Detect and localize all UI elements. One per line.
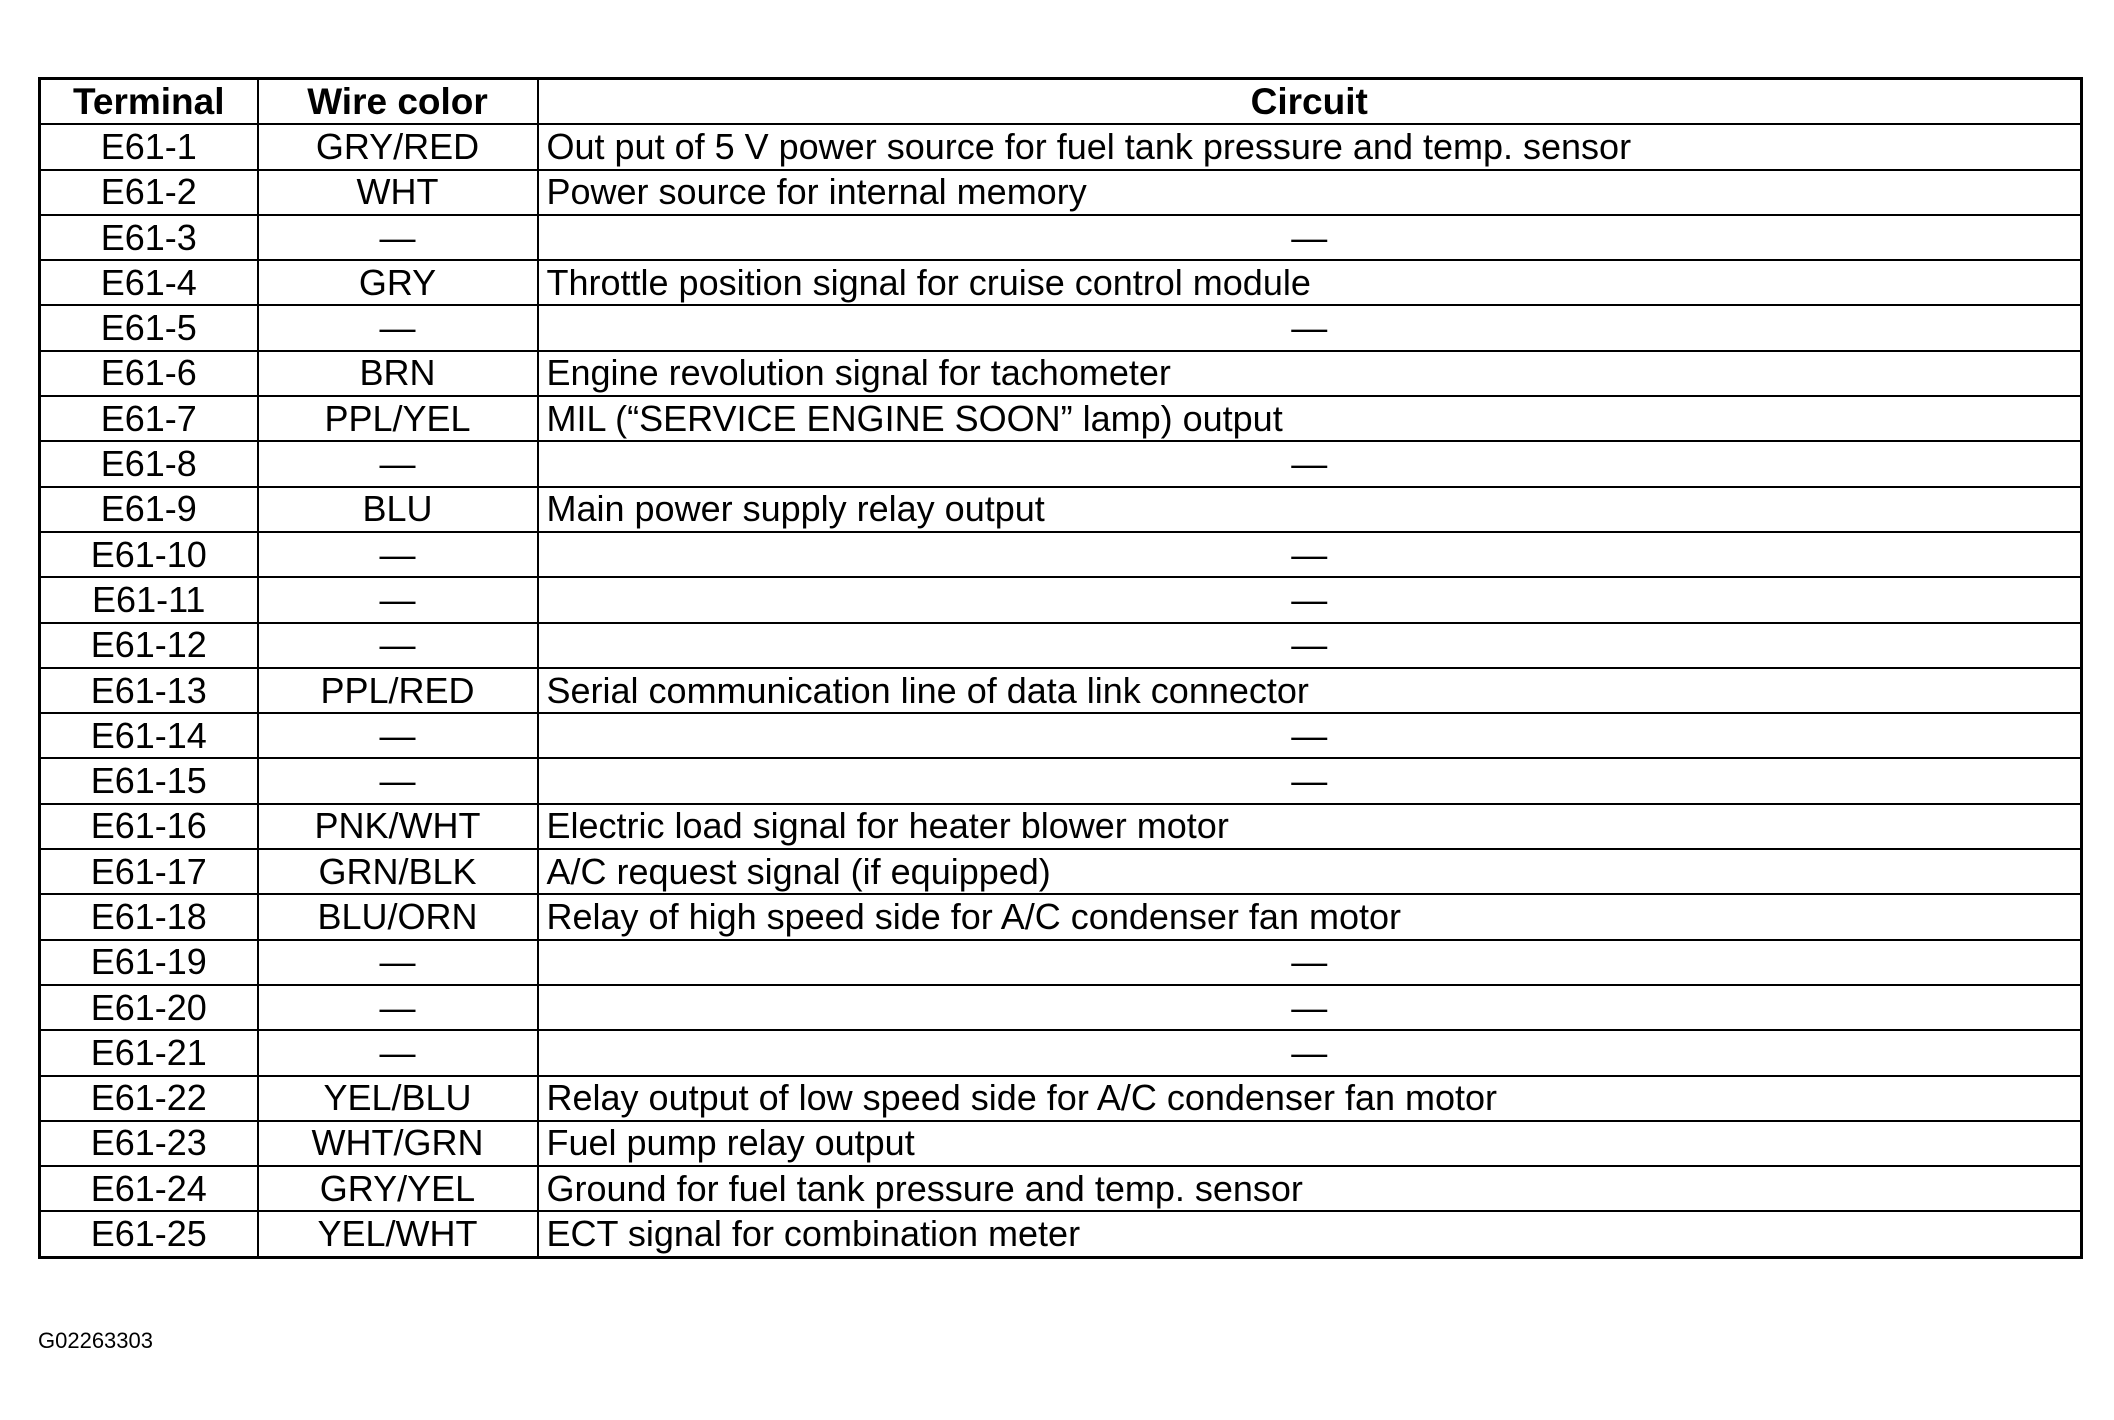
terminal-cell: E61-13	[40, 668, 258, 713]
terminal-cell: E61-3	[40, 215, 258, 260]
circuit-cell: Relay output of low speed side for A/C condenser fan motor	[538, 1076, 2082, 1121]
table-row	[40, 940, 2082, 985]
wire-color-cell: GRN/BLK	[258, 849, 538, 894]
wire-color-cell: YEL/BLU	[258, 1076, 538, 1121]
table-row	[40, 1076, 2082, 1121]
terminal-cell: E61-18	[40, 894, 258, 939]
table-row	[40, 804, 2082, 849]
terminal-cell: E61-12	[40, 623, 258, 668]
circuit-cell: —	[538, 532, 2082, 577]
terminal-cell: E61-20	[40, 985, 258, 1030]
wire-color-cell: —	[258, 623, 538, 668]
wire-color-cell: GRY	[258, 260, 538, 305]
table-row	[40, 532, 2082, 577]
circuit-cell: Fuel pump relay output	[538, 1121, 2082, 1166]
table-row	[40, 758, 2082, 803]
terminal-cell: E61-5	[40, 305, 258, 350]
wire-color-cell: —	[258, 577, 538, 622]
circuit-cell: Relay of high speed side for A/C condenser fan motor	[538, 894, 2082, 939]
terminal-cell: E61-17	[40, 849, 258, 894]
terminal-cell: E61-15	[40, 758, 258, 803]
wire-color-cell: BRN	[258, 351, 538, 396]
terminal-cell: E61-24	[40, 1166, 258, 1211]
wire-color-cell: —	[258, 215, 538, 260]
header-circuit: Circuit	[538, 79, 2082, 125]
wire-color-cell: —	[258, 305, 538, 350]
circuit-cell: —	[538, 758, 2082, 803]
terminal-cell: E61-8	[40, 441, 258, 486]
terminal-table	[38, 77, 2083, 1259]
table-row	[40, 1166, 2082, 1211]
table-row	[40, 396, 2082, 441]
table-row	[40, 215, 2082, 260]
circuit-cell: —	[538, 1030, 2082, 1075]
terminal-cell: E61-14	[40, 713, 258, 758]
circuit-cell: A/C request signal (if equipped)	[538, 849, 2082, 894]
wire-color-cell: —	[258, 441, 538, 486]
table-row	[40, 1211, 2082, 1257]
terminal-cell: E61-16	[40, 804, 258, 849]
wire-color-cell: PNK/WHT	[258, 804, 538, 849]
table-row	[40, 623, 2082, 668]
wire-color-cell: GRY/RED	[258, 124, 538, 169]
table-row	[40, 351, 2082, 396]
table-row	[40, 713, 2082, 758]
terminal-cell: E61-22	[40, 1076, 258, 1121]
terminal-cell: E61-1	[40, 124, 258, 169]
terminal-cell: E61-23	[40, 1121, 258, 1166]
terminal-cell: E61-19	[40, 940, 258, 985]
circuit-cell: Engine revolution signal for tachometer	[538, 351, 2082, 396]
circuit-cell: —	[538, 441, 2082, 486]
wire-color-cell: —	[258, 758, 538, 803]
wire-color-cell: WHT	[258, 170, 538, 215]
terminal-cell: E61-11	[40, 577, 258, 622]
terminal-cell: E61-9	[40, 487, 258, 532]
wire-color-cell: BLU	[258, 487, 538, 532]
wire-color-cell: PPL/RED	[258, 668, 538, 713]
circuit-cell: Main power supply relay output	[538, 487, 2082, 532]
circuit-cell: —	[538, 623, 2082, 668]
circuit-cell: Throttle position signal for cruise control module	[538, 260, 2082, 305]
wire-color-cell: —	[258, 940, 538, 985]
terminal-cell: E61-10	[40, 532, 258, 577]
circuit-cell: Ground for fuel tank pressure and temp. sensor	[538, 1166, 2082, 1211]
wire-color-cell: —	[258, 1030, 538, 1075]
table-row	[40, 487, 2082, 532]
wire-color-cell: —	[258, 713, 538, 758]
wire-color-cell: PPL/YEL	[258, 396, 538, 441]
circuit-cell: —	[538, 305, 2082, 350]
table-row	[40, 441, 2082, 486]
table-body	[40, 124, 2082, 1257]
terminal-cell: E61-7	[40, 396, 258, 441]
wire-color-cell: BLU/ORN	[258, 894, 538, 939]
circuit-cell: ECT signal for combination meter	[538, 1211, 2082, 1257]
circuit-cell: —	[538, 577, 2082, 622]
wire-color-cell: YEL/WHT	[258, 1211, 538, 1257]
circuit-cell: —	[538, 713, 2082, 758]
table-row	[40, 849, 2082, 894]
circuit-cell: MIL (“SERVICE ENGINE SOON” lamp) output	[538, 396, 2082, 441]
wire-color-cell: —	[258, 985, 538, 1030]
circuit-cell: —	[538, 985, 2082, 1030]
circuit-cell: Out put of 5 V power source for fuel tank pressure and temp. sensor	[538, 124, 2082, 169]
table-row	[40, 668, 2082, 713]
table-row	[40, 1121, 2082, 1166]
table-row	[40, 124, 2082, 169]
table-row	[40, 1030, 2082, 1075]
wire-color-cell: WHT/GRN	[258, 1121, 538, 1166]
table-row	[40, 305, 2082, 350]
wire-color-cell: —	[258, 532, 538, 577]
circuit-cell: Power source for internal memory	[538, 170, 2082, 215]
circuit-cell: Serial communication line of data link connector	[538, 668, 2082, 713]
table-row	[40, 170, 2082, 215]
circuit-cell: Electric load signal for heater blower motor	[538, 804, 2082, 849]
circuit-cell: —	[538, 940, 2082, 985]
table-row	[40, 577, 2082, 622]
terminal-cell: E61-4	[40, 260, 258, 305]
terminal-cell: E61-25	[40, 1211, 258, 1257]
table-row	[40, 260, 2082, 305]
wire-color-cell: GRY/YEL	[258, 1166, 538, 1211]
table-row	[40, 894, 2082, 939]
figure-id: G02263303	[38, 1328, 153, 1353]
table-row	[40, 985, 2082, 1030]
terminal-cell: E61-21	[40, 1030, 258, 1075]
terminal-cell: E61-2	[40, 170, 258, 215]
header-row	[40, 79, 2082, 125]
header-terminal: Terminal	[40, 79, 258, 125]
header-wire-color: Wire color	[258, 79, 538, 125]
circuit-cell: —	[538, 215, 2082, 260]
terminal-cell: E61-6	[40, 351, 258, 396]
